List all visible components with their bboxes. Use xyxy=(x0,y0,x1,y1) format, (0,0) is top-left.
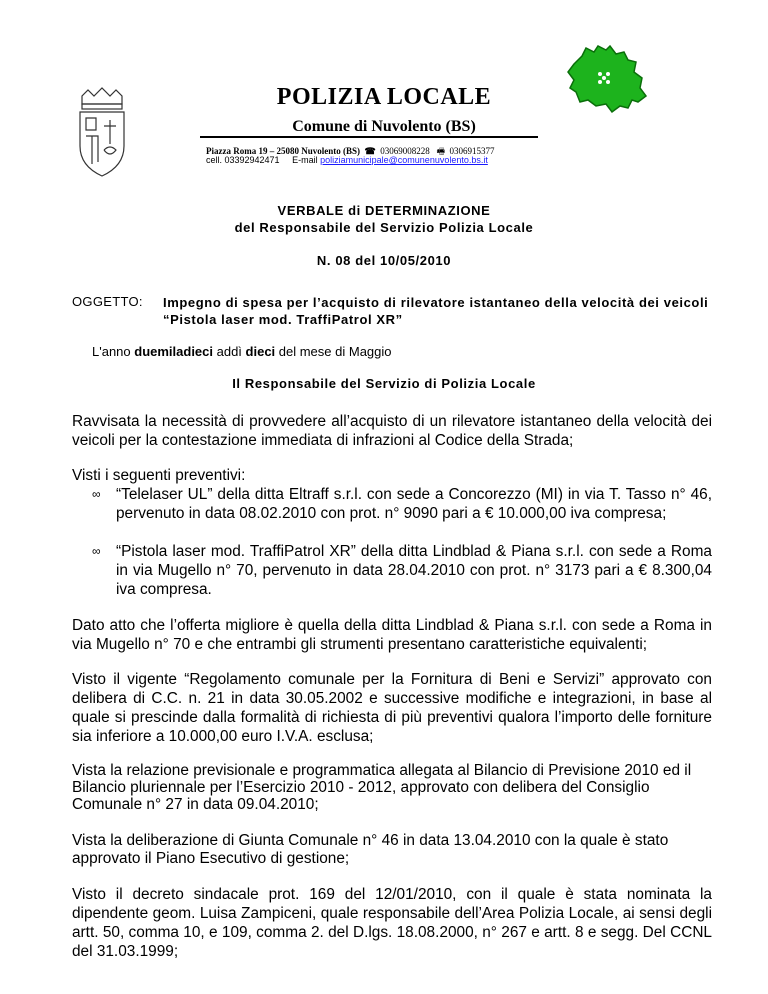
phone-icon: ☎ xyxy=(362,146,378,156)
paragraph: Visti i seguenti preventivi: xyxy=(72,467,246,484)
date-day: dieci xyxy=(245,344,276,359)
paragraph: Ravvisata la necessità di provvedere all’acquisto di un rilevatore istantaneo della velocità dei veicoli per la contestazione immediata di infrazioni al Codice della Strada; xyxy=(72,413,712,449)
email-label: E-mail xyxy=(292,155,318,165)
paragraph: Visto il vigente “Regolamento comunale per la Fornitura di Beni e Servizi” approvato con delibera di C.C. n. 21 in data 30.05.2002 e successive modifiche e integrazioni, in base al quale si prescinde dalla formalità di richiesta di più preventivi qualora l’importo delle forniture sia inferiore a 10.000,00 euro I.V.A. esclusa; xyxy=(72,671,712,745)
list-item xyxy=(92,542,712,618)
paragraph: Visto il decreto sindacale prot. 169 del 12/01/2010, con il quale è stata nominata la dipendente geom. Luisa Zampiceni, quale responsabile dell’Area Polizia Locale, ai sensi degli artt. 50, comma 10, e 109, comma 2. del D.lgs. 18.08.2000, n° 267 e artt. 8 e segg. Del CCNL del 31.03.1999; xyxy=(72,886,712,960)
list-item-text: “Telelaser UL” della ditta Eltraff s.r.l. con sede a Concorezzo (MI) in via T. Tasso n° 46, pervenuto in data 08.02.2010 con prot. n° 9090 pari a € 10.000,00 iva compresa; xyxy=(116,486,712,522)
responsabile-heading: Il Responsabile del Servizio di Polizia Locale xyxy=(232,376,536,391)
date-text: del mese di Maggio xyxy=(275,344,392,359)
document-subheading: del Responsabile del Servizio Polizia Locale xyxy=(234,220,534,235)
fax-number: 0306915377 xyxy=(449,146,495,156)
cell-number: cell. 03392942471 xyxy=(206,155,280,165)
document-heading: VERBALE di DETERMINAZIONE xyxy=(277,203,491,218)
header-divider xyxy=(200,136,538,138)
email-link[interactable]: poliziamunicipale@comunenuvolento.bs.it xyxy=(320,155,488,165)
address-text: Piazza Roma 19 – 25080 Nuvolento (BS) xyxy=(206,146,360,156)
subject-label: OGGETTO: xyxy=(72,294,143,309)
phone-number: 03069008228 xyxy=(380,146,430,156)
subject-text: Impegno di spesa per l’acquisto di rilevatore istantaneo della velocità dei veicoli “Pistola laser mod. TraffiPatrol XR” xyxy=(163,295,709,327)
paragraph: Dato atto che l’offerta migliore è quella della ditta Lindblad & Piana s.r.l. con sede a Roma in via Mugello n° 70 e che entrambi gli strumenti presentano caratteristiche equivalenti; xyxy=(72,617,712,653)
date-text: addì xyxy=(213,344,246,359)
bullet-icon: ∞ xyxy=(92,487,101,501)
fax-icon: 🖷 xyxy=(431,146,448,156)
paragraph: Vista la relazione previsionale e programmatica allegata al Bilancio di Previsione 2010 ed il Bilancio pluriennale per l’Esercizio 2010 - 2012, approvato con delibera del Consiglio Comunale n° 27 in data 09.04.2010; xyxy=(72,762,692,813)
contact-line xyxy=(206,155,488,165)
list-item-text: “Pistola laser mod. TraffiPatrol XR” della ditta Lindblad & Piana s.r.l. con sede a Roma in via Mugello n° 70, pervenuto in data 28.04.2010 con prot. n° 3173 pari a € 8.300,04 iva compresa. xyxy=(116,543,712,598)
date-text: L'anno xyxy=(92,344,135,359)
bullet-icon: ∞ xyxy=(92,544,101,558)
municipality-subtitle: Comune di Nuvolento (BS) xyxy=(292,118,476,135)
agency-title: POLIZIA LOCALE xyxy=(276,84,492,110)
date-line xyxy=(92,344,392,359)
date-year: duemiladieci xyxy=(134,344,213,359)
paragraph: Vista la deliberazione di Giunta Comunale n° 46 in data 13.04.2010 con la quale è stato approvato il Piano Esecutivo di gestione; xyxy=(72,832,669,867)
document-number: N. 08 del 10/05/2010 xyxy=(316,253,452,268)
